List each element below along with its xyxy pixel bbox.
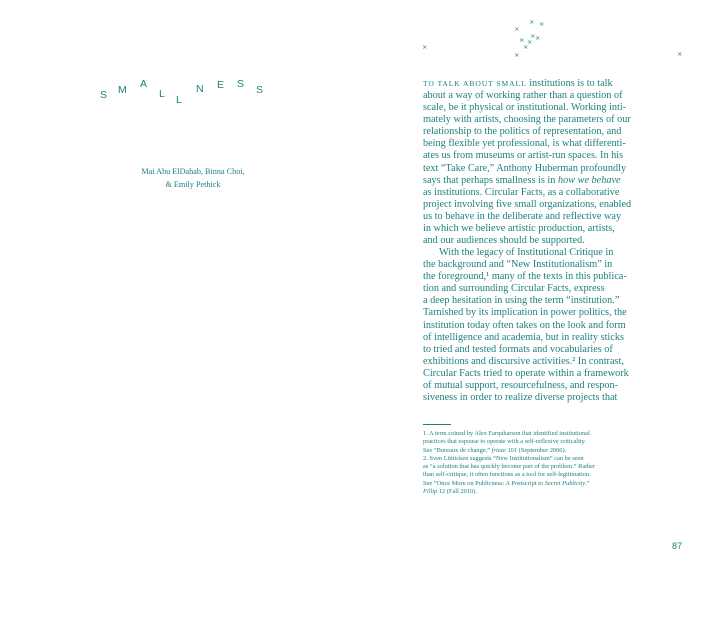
title-letter: S	[237, 78, 245, 90]
footnote-text: 1. A term coined by Alex Farquharson that identified institutional	[423, 430, 590, 437]
body-line-text: Circular Facts tried to operate within a framework	[423, 367, 629, 379]
body-line	[423, 211, 668, 223]
x-mark-icon: ×	[514, 25, 520, 33]
title-letter: E	[217, 79, 225, 91]
x-mark-icon: ×	[519, 36, 525, 44]
lead-in-small-caps: TO TALK ABOUT SMALL	[423, 79, 527, 88]
body-line-text: project involving five small organizations, enabled	[423, 198, 632, 210]
body-line	[423, 150, 668, 162]
footnote-line	[423, 447, 668, 455]
body-line-text: exhibitions and discursive activities.² In contrast,	[423, 355, 624, 367]
body-line-text: says that perhaps smallness is in	[423, 174, 558, 186]
body-line	[423, 247, 668, 259]
body-line	[423, 187, 668, 199]
body-line-text: in which we believe artistic production, artists,	[423, 222, 615, 234]
body-line	[423, 283, 668, 295]
title-letter: S	[100, 89, 108, 101]
x-mark-icon: ×	[514, 51, 520, 59]
footnote-text: than self-critique, it often functions as a tool for self-legitimation.	[423, 471, 591, 479]
title-letter: M	[118, 84, 127, 96]
body-line	[423, 235, 668, 247]
body-line-text: of intelligence and academia, but in reality sticks	[423, 331, 624, 343]
page-number: 87	[672, 541, 683, 551]
body-line-text: relationship to the politics of representation, and	[423, 126, 622, 138]
x-mark-icon: ×	[527, 38, 533, 46]
x-mark-icon: ×	[677, 50, 683, 58]
body-line-text: tion and surrounding Circular Facts, express	[423, 283, 605, 295]
body-line	[423, 344, 668, 356]
footnote-text: See “Once More on Publicness: A Postscript to	[423, 479, 545, 487]
body-line-text: and our audiences should be supported.	[423, 235, 585, 247]
footnote-line	[423, 438, 668, 446]
x-mark-icon: ×	[529, 18, 535, 26]
x-mark-icon: ×	[530, 32, 536, 40]
body-line	[423, 175, 668, 187]
body-line-text: about a way of working rather than a question of	[423, 90, 623, 102]
title-letter: L	[159, 88, 165, 100]
body-line	[423, 199, 668, 211]
footnote-text: 2. Sven Lütticken suggests “New Institutionalism” can be seen	[423, 454, 584, 462]
footnote-line	[423, 480, 668, 488]
title-letter: L	[176, 94, 182, 106]
footnote-text-after: 12 (Fall 2010).	[437, 488, 477, 496]
footnote-text: practices that espouse to operate with a self-reflexive criticality.	[423, 438, 587, 446]
footnote-divider	[423, 424, 451, 425]
body-line	[423, 138, 668, 150]
footnote-emphasis: Fillip	[423, 488, 438, 496]
footnote-emphasis: Secret Publicity	[544, 479, 586, 487]
footnote-text-after: .”	[585, 479, 590, 487]
x-mark-icon: ×	[523, 43, 529, 51]
body-line	[423, 271, 668, 283]
title-letter: A	[140, 78, 148, 90]
footnote-text-after: 101 (September 2006).	[505, 446, 567, 454]
authors-line: Mai Abu ElDahab, Binna Choi,	[141, 167, 245, 176]
body-line-text: With the legacy of Institutional Critique in	[439, 247, 614, 259]
footnote-text: as “a solution that has quickly become part of the problem.” Rather	[423, 463, 596, 471]
body-line-text: to tried and tested formats and vocabularies of	[423, 343, 613, 355]
body-line	[423, 78, 668, 90]
body-line	[423, 332, 668, 344]
author-credits	[118, 166, 268, 191]
body-line	[423, 163, 668, 175]
footnotes	[423, 430, 668, 496]
body-line	[423, 380, 668, 392]
title-letter: N	[196, 83, 204, 95]
body-line-text: institution today often takes on the look and form	[423, 319, 626, 331]
body-line	[423, 307, 668, 319]
body-line-text: us to behave in the deliberate and reflective way	[423, 210, 622, 222]
body-line	[423, 356, 668, 368]
body-line-text: institutions is to talk	[526, 78, 613, 89]
body-line	[423, 114, 668, 126]
body-line-text: Tarnished by its implication in power politics, the	[423, 307, 627, 319]
body-line-text: the foreground,¹ many of the texts in this publica-	[423, 271, 627, 283]
footnote-line	[423, 463, 668, 471]
body-line	[423, 320, 668, 332]
x-mark-icon: ×	[535, 34, 541, 42]
body-line-text: the background and “New Institutionalism” in	[423, 259, 613, 271]
footnote-text: See “Bureaux de change,”	[423, 446, 492, 454]
body-text	[423, 78, 668, 404]
authors-line: & Emily Pethick	[165, 179, 221, 189]
footnote-line	[423, 471, 668, 479]
footnote-line	[423, 430, 668, 438]
body-line-text: of mutual support, resourcefulness, and respon-	[423, 379, 618, 391]
body-line-text: ates us from museums or artist-run spaces. In his	[423, 150, 624, 162]
body-line-text: as institutions. Circular Facts, as a collaborative	[423, 186, 620, 198]
body-line-text: text “Take Care,” Anthony Huberman profoundly	[423, 162, 627, 174]
body-line	[423, 90, 668, 102]
body-line-emphasis: how we behave	[557, 174, 621, 186]
footnote-line	[423, 488, 668, 496]
body-line-text: a deep hesitation in using the term “institution.”	[423, 295, 620, 307]
body-line	[423, 295, 668, 307]
body-line	[423, 259, 668, 271]
x-mark-icon: ×	[539, 20, 545, 28]
body-line	[423, 102, 668, 114]
title-letter: S	[256, 84, 264, 96]
body-line	[423, 223, 668, 235]
body-line	[423, 368, 668, 380]
body-line-text: siveness in order to realize diverse projects that	[423, 392, 618, 404]
body-line	[423, 392, 668, 404]
body-line-text: mately with artists, choosing the parameters of our	[423, 114, 631, 126]
body-line	[423, 126, 668, 138]
footnote-emphasis: frieze	[491, 446, 506, 454]
body-line-text: being flexible yet professional, is what differenti-	[423, 138, 626, 150]
body-line-text: scale, be it physical or institutional. Working inti-	[423, 102, 627, 114]
footnote-line	[423, 455, 668, 463]
x-mark-icon: ×	[422, 43, 428, 51]
